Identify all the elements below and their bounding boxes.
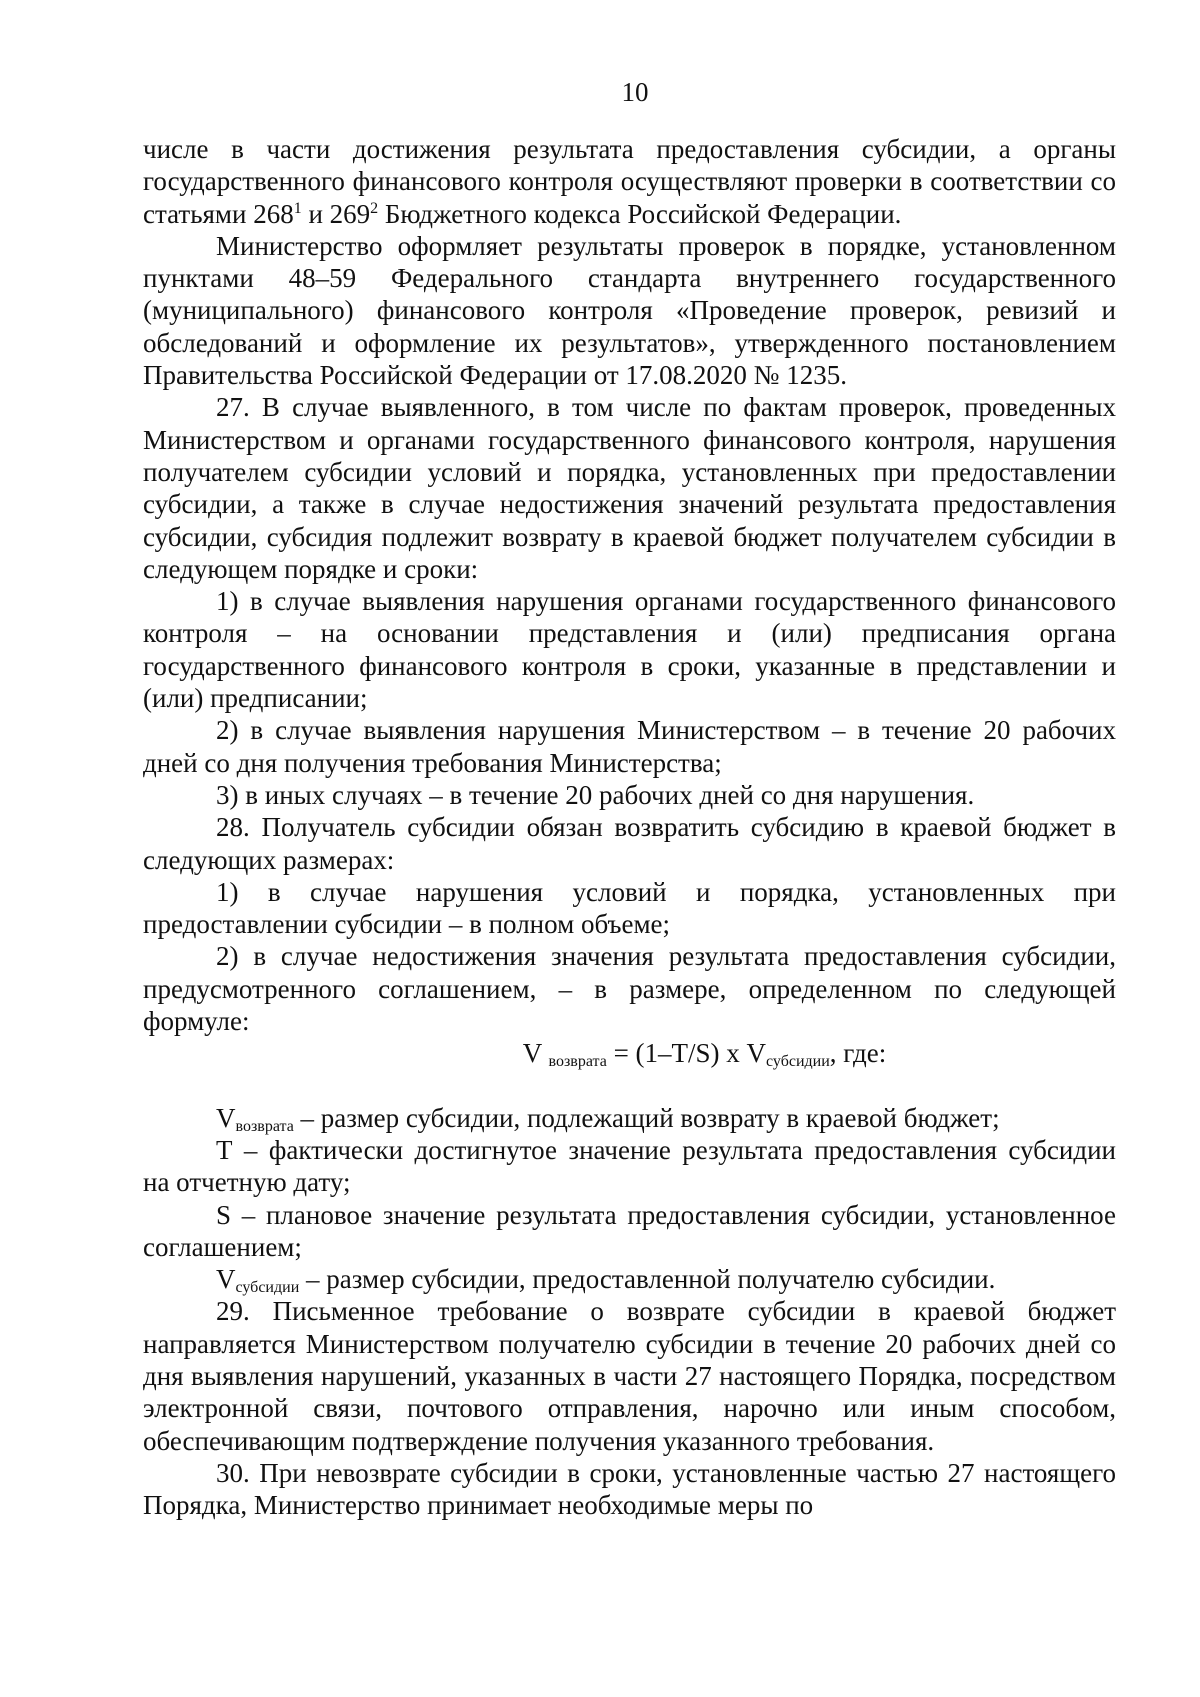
list-item-27-1: 1) в случае выявления нарушения органами государственного финансового контроля – на основании представления и (или) предписания органа государственного финансового контроля в сроки, указанные в представлении и (или) предписании; — [143, 586, 1116, 714]
definition-symbol: V — [216, 1264, 236, 1295]
paragraph-text: числе в части достижения результата предоставления субсидии, а органы государственного финансового контроля осуществляют проверки в соответствии со статьями 268 — [143, 134, 1116, 229]
formula-text: , где: — [829, 1038, 887, 1069]
paragraph-continuation — [143, 133, 1116, 230]
return-formula — [143, 1037, 1116, 1069]
definition-v-subsidy — [143, 1263, 1116, 1295]
list-item-28-2: 2) в случае недостижения значения результата предоставления субсидии, предусмотренного соглашением, – в размере, определенном по следующей формуле: — [143, 941, 1116, 1037]
formula-text: V — [522, 1038, 549, 1069]
superscript: 1 — [293, 199, 302, 217]
definition-t: Т – фактически достигнутое значение результата предоставления субсидии на отчетную дату; — [143, 1134, 1116, 1198]
definition-subscript: возврата — [235, 1117, 294, 1135]
document-body — [143, 133, 1116, 1521]
definition-text: – размер субсидии, предоставленной получателю субсидии. — [299, 1264, 996, 1295]
definition-symbol: V — [216, 1102, 236, 1133]
list-item-28-1: 1) в случае нарушения условий и порядка, установленных при предоставлении субсидии – в полном объеме; — [143, 876, 1116, 940]
superscript: 2 — [370, 199, 379, 217]
definition-v-return — [143, 1102, 1116, 1134]
list-item-27-2: 2) в случае выявления нарушения Министерством – в течение 20 рабочих дней со дня получения требования Министерства; — [143, 715, 1116, 778]
formula-subscript: субсидии — [766, 1053, 830, 1071]
paragraph-text: Бюджетного кодекса Российской Федерации. — [378, 198, 902, 229]
paragraph-text: и 269 — [301, 198, 371, 229]
formula-subscript: возврата — [548, 1053, 607, 1071]
paragraph-28: 28. Получатель субсидии обязан возвратить субсидию в краевой бюджет в следующих размерах: — [143, 812, 1116, 875]
list-item-27-3: 3) в иных случаях – в течение 20 рабочих дней со дня нарушения. — [216, 779, 975, 810]
definition-s: S – плановое значение результата предоставления субсидии, установленное соглашением; — [143, 1199, 1116, 1262]
page-number: 10 — [621, 77, 649, 107]
paragraph-30: 30. При невозврате субсидии в сроки, установленные частью 27 настоящего Порядка, Министерство принимает необходимые меры по — [143, 1457, 1116, 1521]
paragraph-27: 27. В случае выявленного, в том числе по фактам проверок, проведенных Министерством и органами государственного финансового контроля, нарушения получателем субсидии условий и порядка, установленных при предоставлении субсидии, а также в случае недостижения значений результата предоставления субсидии, субсидия подлежит возврату в краевой бюджет получателем субсидии в следующем порядке и сроки: — [143, 392, 1116, 584]
definition-subscript: субсидии — [235, 1279, 300, 1297]
definition-text: – размер субсидии, подлежащий возврату в краевой бюджет; — [293, 1102, 1000, 1133]
formula-text: = (1–T/S) х V — [606, 1038, 767, 1069]
paragraph-inspection-results: Министерство оформляет результаты проверок в порядке, установленном пунктами 48–59 Федерального стандарта внутреннего государственного (муниципального) финансового контроля «Проведение проверок, ревизий и обследований и оформление их результатов», утвержденного постановлением Правительства Российской Федерации от 17.08.2020 № 1235. — [143, 230, 1116, 391]
paragraph-29: 29. Письменное требование о возврате субсидии в краевой бюджет направляется Министерством получателю субсидии в течение 20 рабочих дней со дня выявления нарушений, указанных в части 27 настоящего Порядка, посредством электронной связи, почтового отправления, нарочно или иным способом, обеспечивающим подтверждение получения указанного требования. — [143, 1296, 1116, 1456]
